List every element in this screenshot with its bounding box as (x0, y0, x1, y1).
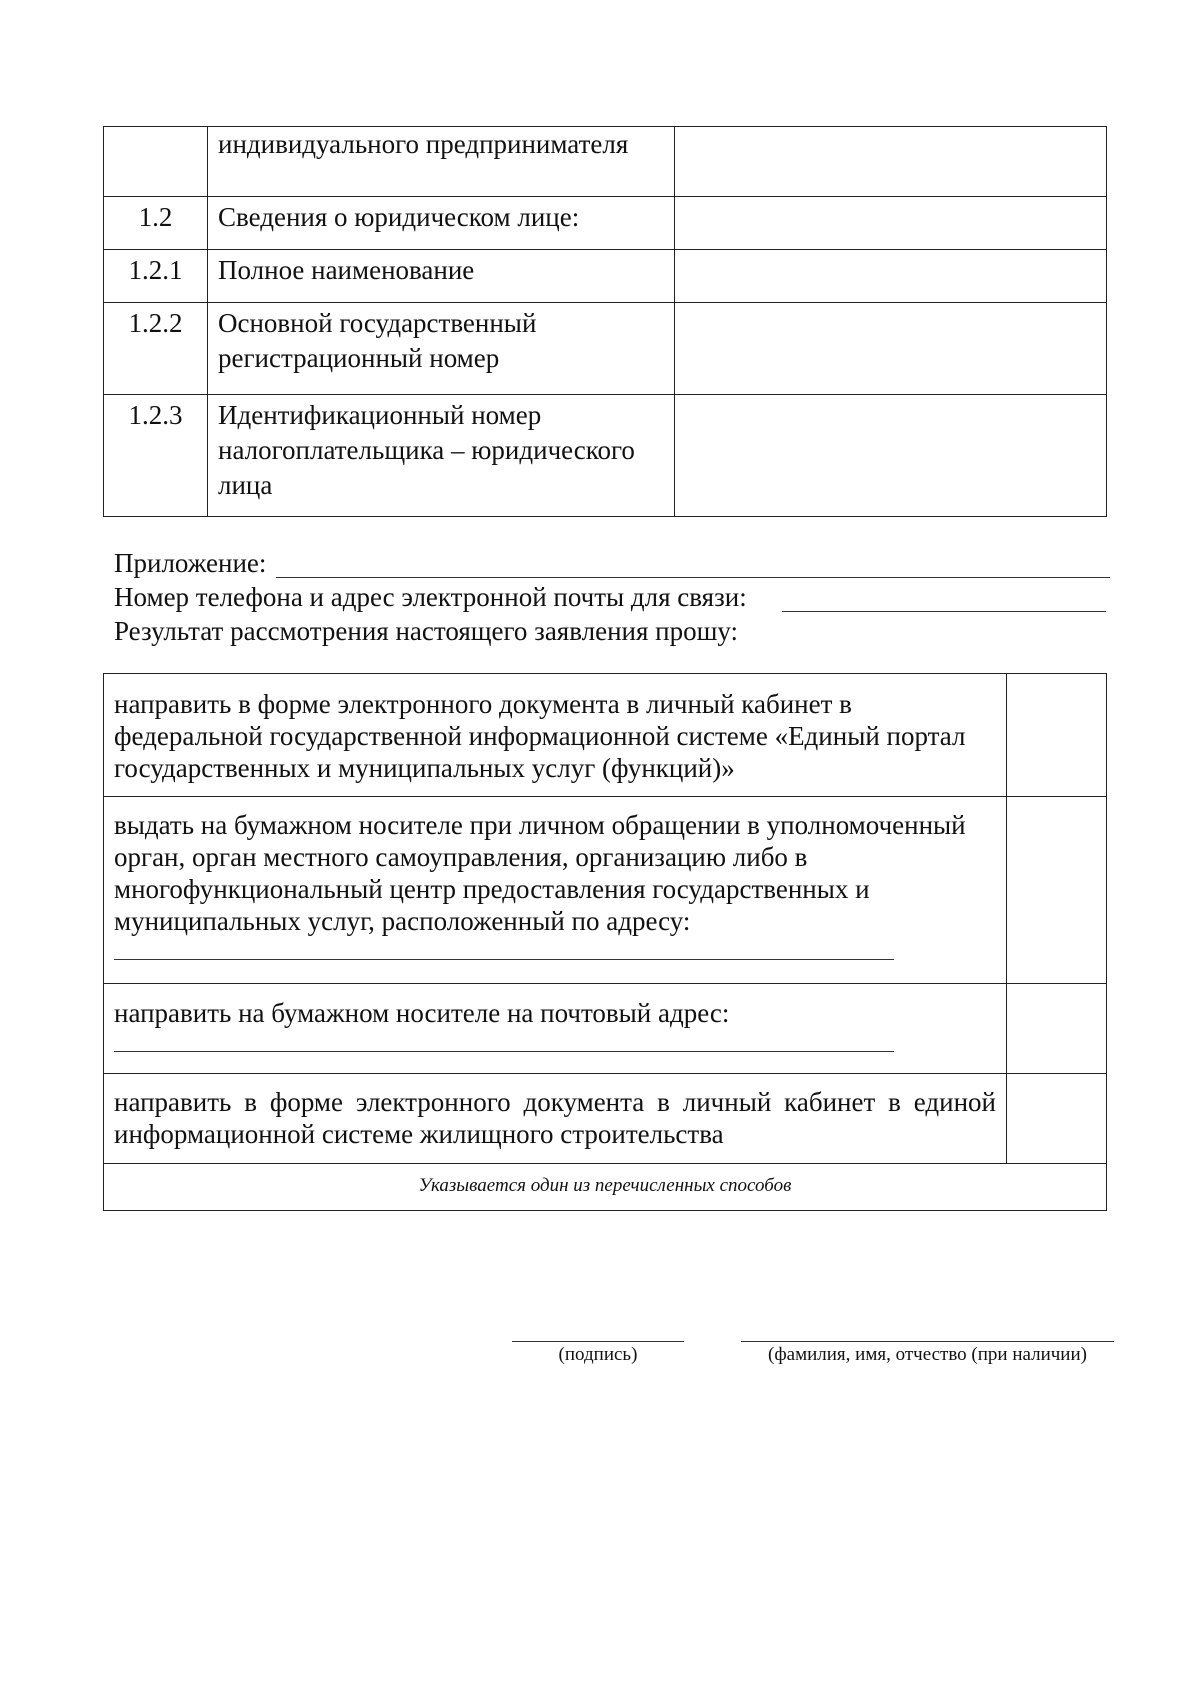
delivery-option-row (104, 797, 1107, 984)
row-number: 1.2.3 (104, 395, 208, 517)
delivery-option-cell (104, 797, 1007, 984)
contact-field[interactable] (782, 611, 1106, 612)
row-value-field[interactable] (675, 127, 1107, 197)
delivery-option-text: направить в форме электронного документа в личный кабинет в федеральной государственной информационной системе «Единый портал государственных и муниципальных услуг (функций)» (104, 674, 1007, 797)
row-label: Сведения о юридическом лице: (208, 197, 675, 250)
row-number (104, 127, 208, 197)
delivery-option-checkbox[interactable] (1007, 674, 1107, 797)
row-value-field[interactable] (675, 250, 1107, 303)
note-row (104, 1164, 1107, 1211)
delivery-option-cell (104, 984, 1007, 1074)
row-value-field[interactable] (675, 303, 1107, 395)
delivery-option-checkbox[interactable] (1007, 984, 1107, 1074)
signature-line[interactable] (512, 1341, 684, 1342)
delivery-options-table (103, 673, 1107, 1211)
delivery-option-row (104, 1074, 1107, 1164)
delivery-option-text: выдать на бумажном носителе при личном обращении в уполномоченный орган, орган местного самоуправления, организацию либо в многофункциональный центр предоставления государственных и муниципальных услуг, расположенный по адресу: (114, 810, 966, 936)
table-row (104, 127, 1107, 197)
table-row (104, 250, 1107, 303)
signature-label: (подпись) (558, 1344, 638, 1365)
row-label: Идентификационный номер налогоплательщика – юридического лица (208, 395, 675, 517)
row-number: 1.2.2 (104, 303, 208, 395)
address-blank-field[interactable] (114, 941, 894, 960)
delivery-option-checkbox[interactable] (1007, 797, 1107, 984)
delivery-option-row (104, 984, 1107, 1074)
delivery-option-text: направить на бумажном носителе на почтовый адрес: (114, 998, 730, 1028)
attachment-field[interactable] (276, 577, 1110, 578)
table-row (104, 197, 1107, 250)
row-label: индивидуального предпринимателя (208, 127, 675, 197)
delivery-option-checkbox[interactable] (1007, 1074, 1107, 1164)
row-number: 1.2.1 (104, 250, 208, 303)
delivery-option-text: направить в форме электронного документа в личный кабинет в единой информационной системе жилищного строительства (104, 1074, 1007, 1164)
postal-address-blank-field[interactable] (114, 1033, 894, 1052)
row-value-field[interactable] (675, 395, 1107, 517)
table-row (104, 395, 1107, 517)
full-name-line[interactable] (741, 1341, 1114, 1342)
row-number: 1.2 (104, 197, 208, 250)
delivery-option-row (104, 674, 1107, 797)
row-value-field[interactable] (675, 197, 1107, 250)
delivery-note: Указывается один из перечисленных способов (104, 1164, 1107, 1211)
contact-label: Номер телефона и адрес электронной почты для связи: (114, 582, 747, 612)
full-name-label: (фамилия, имя, отчество (при наличии) (768, 1344, 1087, 1365)
row-label: Полное наименование (208, 250, 675, 303)
result-request-text: Результат рассмотрения настоящего заявления прошу: (114, 616, 739, 646)
table-row (104, 303, 1107, 395)
row-label: Основной государственный регистрационный номер (208, 303, 675, 395)
applicant-info-table (103, 126, 1107, 517)
attachment-label: Приложение: (114, 548, 267, 578)
